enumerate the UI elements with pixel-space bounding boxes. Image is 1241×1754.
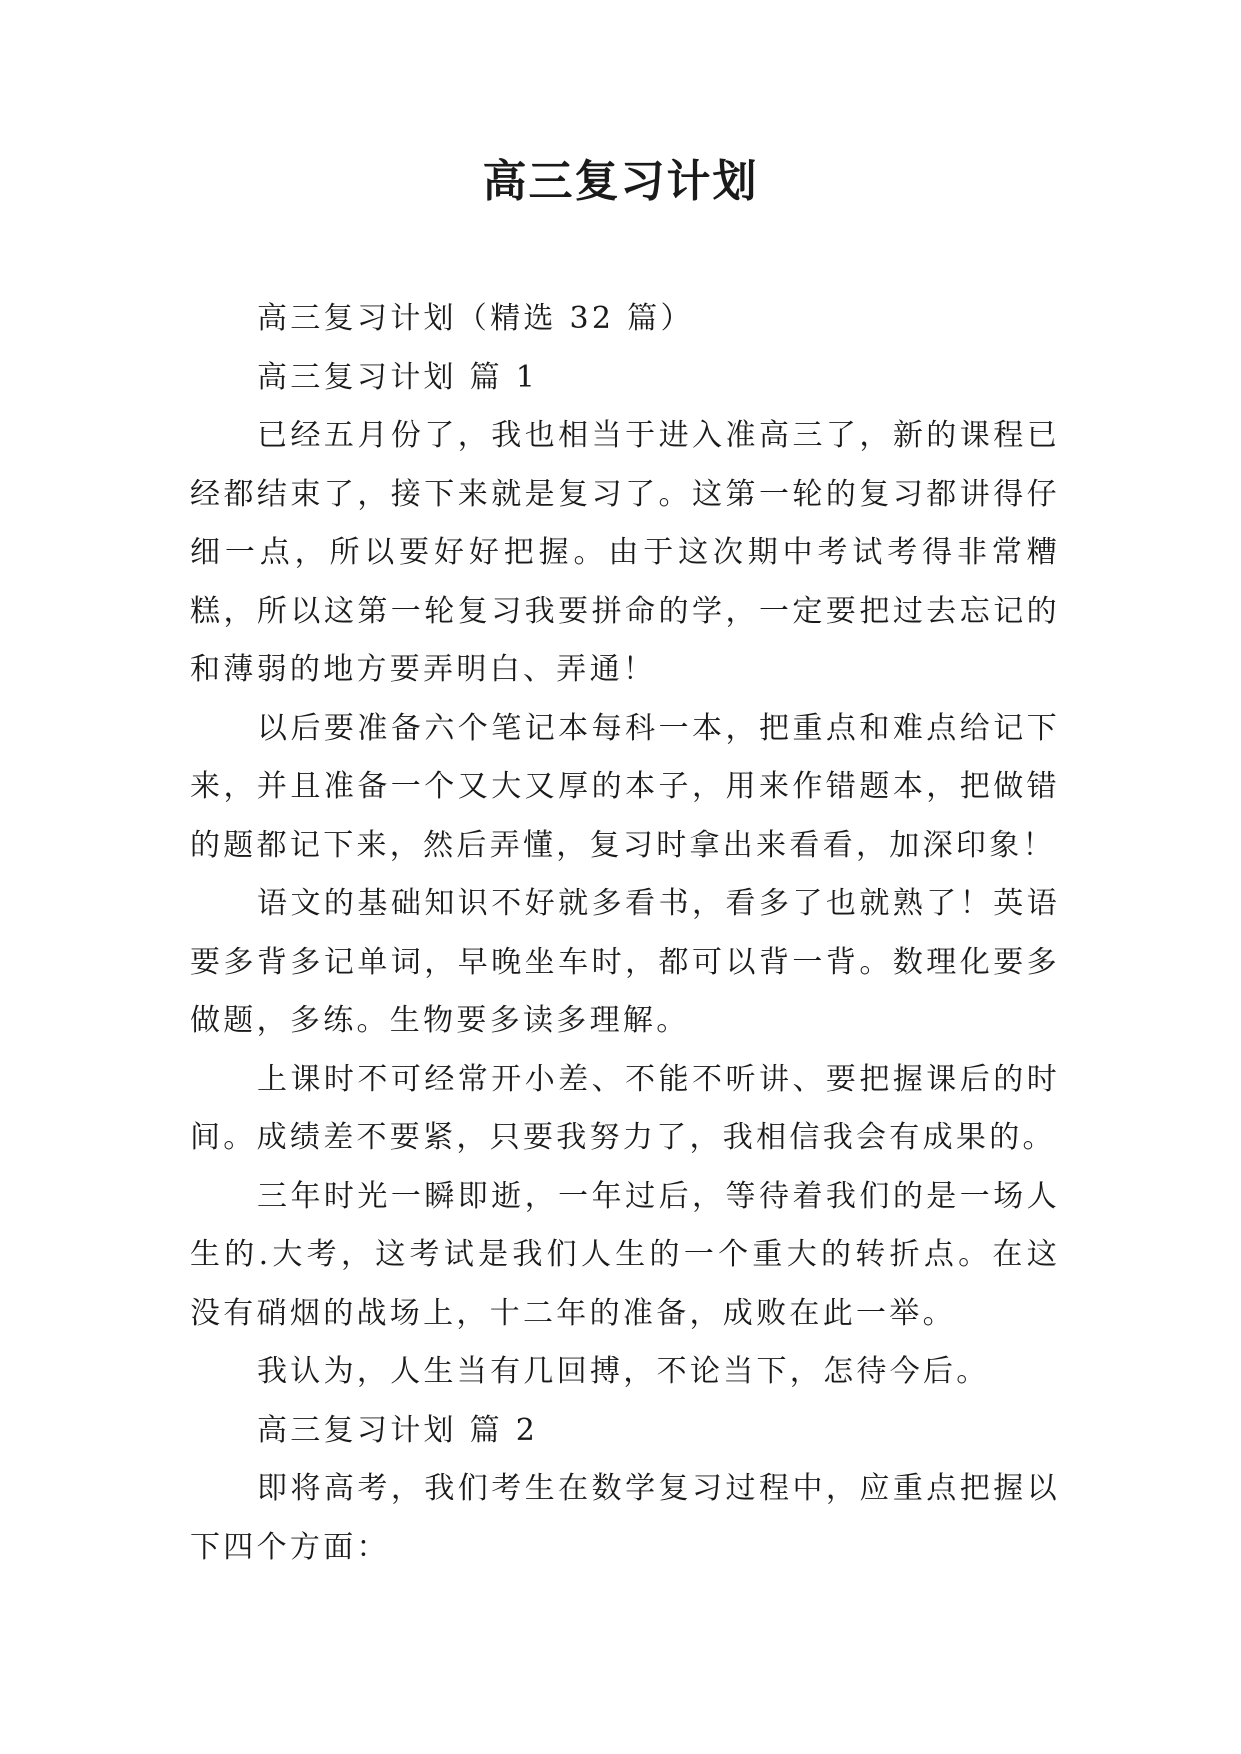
document-title: 高三复习计划 [482, 156, 759, 207]
body-paragraph: 已经五月份了，我也相当于进入准高三了，新的课程已经都结束了，接下来就是复习了。这第一轮的复习都讲得仔细一点，所以要好好把握。由于这次期中考试考得非常糟糕，所以这第一轮复习我要拼命的学，一定要把过去忘记的和薄弱的地方要弄明白、弄通！ [190, 418, 1060, 687]
body-paragraph: 我认为，人生当有几回搏，不论当下，怎待今后。 [257, 1354, 990, 1389]
body-paragraph: 即将高考，我们考生在数学复习过程中，应重点把握以下四个方面： [190, 1471, 1060, 1565]
subtitle-paragraph: 高三复习计划（精选 32 篇） [257, 301, 694, 336]
document-body [190, 290, 1060, 1577]
body-paragraph: 上课时不可经常开小差、不能不听讲、要把握课后的时间。成绩差不要紧，只要我努力了，我相信我会有成果的。 [190, 1061, 1060, 1155]
section-heading-1: 高三复习计划 篇 1 [257, 359, 539, 395]
body-paragraph: 三年时光一瞬即逝，一年过后，等待着我们的是一场人生的.大考，这考试是我们人生的一个重大的转折点。在这没有硝烟的战场上，十二年的准备，成败在此一举。 [190, 1178, 1060, 1331]
section-heading-2: 高三复习计划 篇 2 [257, 1412, 539, 1448]
body-paragraph: 语文的基础知识不好就多看书，看多了也就熟了！英语要多背多记单词，早晚坐车时，都可以背一背。数理化要多做题，多练。生物要多读多理解。 [190, 886, 1060, 1038]
body-paragraph: 以后要准备六个笔记本每科一本，把重点和难点给记下来，并且准备一个又大又厚的本子，用来作错题本，把做错的题都记下来，然后弄懂，复习时拿出来看看，加深印象！ [190, 710, 1060, 863]
